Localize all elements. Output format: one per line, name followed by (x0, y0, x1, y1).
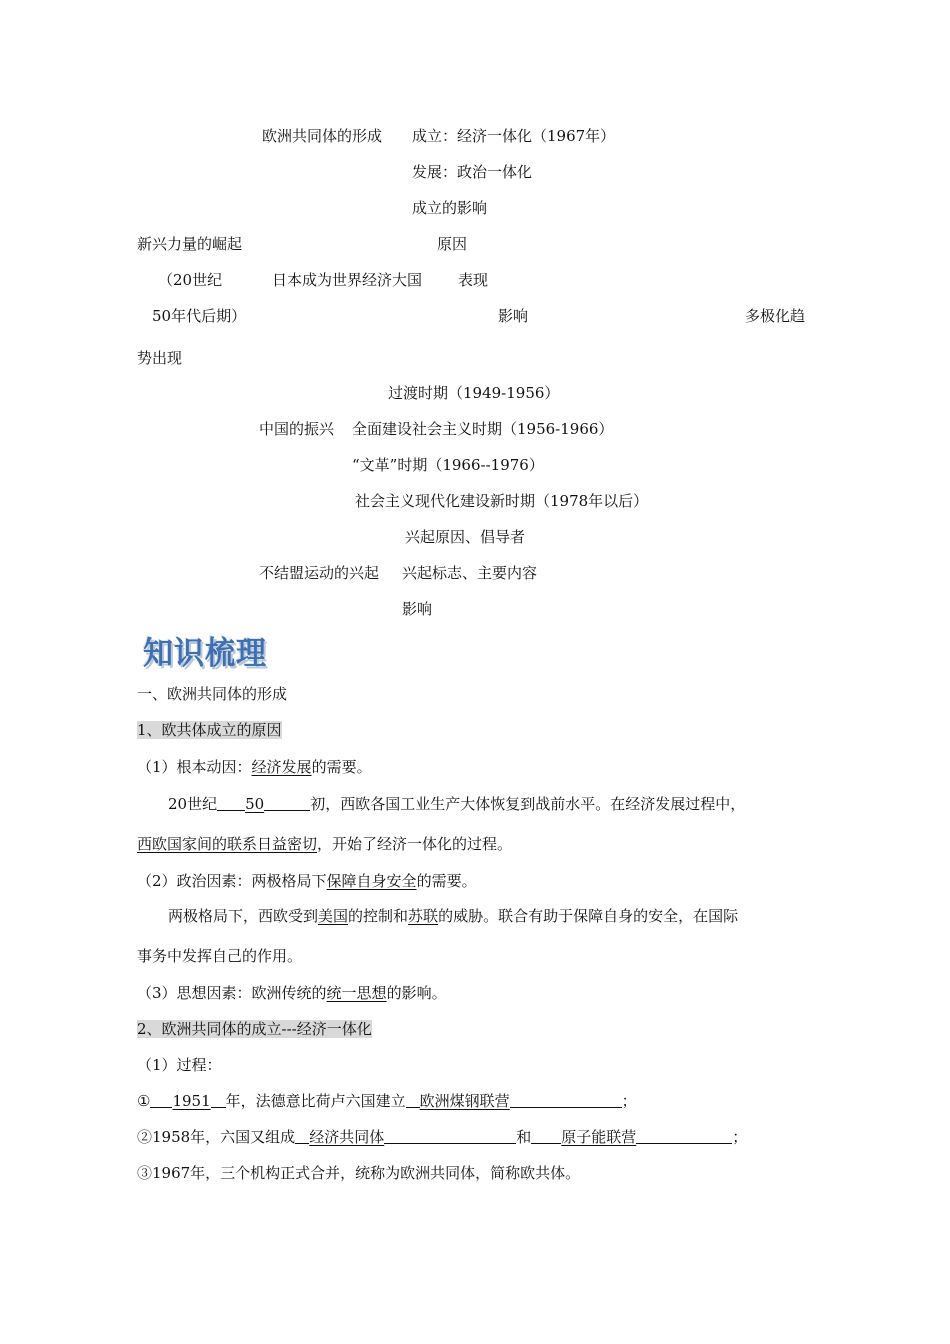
p7-pre: （3）思想因素：欧洲传统的 (137, 984, 327, 1002)
outline-ec-impact: 成立的影响 (412, 199, 488, 217)
outline-cn-period2: 全面建设社会主义时期（1956-1966） (352, 420, 614, 438)
paragraph-6: 事务中发挥自己的作用。 (137, 947, 303, 965)
p9-blank-answer: 1951 (172, 1092, 211, 1110)
p10-b: 和 (516, 1128, 532, 1146)
outline-rise-period1: （20世纪 (158, 271, 223, 289)
paragraph-1 (137, 757, 372, 777)
p5-underlined-2: 苏联 (408, 907, 439, 925)
p2-c: 初，西欧各国工业生产大体恢复到战前水平。在经济发展过程中， (310, 795, 746, 813)
p9-underlined: 欧洲煤钢联营 (419, 1092, 510, 1110)
section-heading: 一、欧洲共同体的形成 (137, 685, 288, 703)
p3-post: ，开始了经济一体化的过程。 (317, 835, 513, 853)
p5-b: 的控制和 (348, 907, 409, 925)
blank-line (510, 1091, 622, 1108)
outline-nam-title: 不结盟运动的兴起 (259, 564, 380, 582)
outline-ec-dev: 发展：政治一体化 (412, 163, 533, 181)
p3-underlined: 西欧国家间的联系日益密切 (137, 835, 318, 853)
outline-multipolar-1: 多极化趋 (745, 307, 806, 325)
p9-c: 年，法德意比荷卢六国建立 (225, 1092, 406, 1110)
outline-japan: 日本成为世界经济大国 (272, 271, 423, 289)
p4-pre: （2）政治因素：两极格局下 (137, 872, 327, 890)
paragraph-4 (137, 871, 477, 891)
p10-end: ； (732, 1128, 748, 1146)
blank-line (211, 1091, 226, 1108)
p4-post: 的需要。 (416, 872, 477, 890)
blank-line (295, 1127, 309, 1144)
outline-rise-period2: 50年代后期） (152, 307, 247, 325)
outline-japan-impact: 影响 (498, 307, 529, 325)
p2-blank-answer: 50 (245, 795, 265, 813)
p1-post: 的需要。 (311, 758, 372, 776)
blank-line (217, 794, 245, 811)
paragraph-9 (137, 1091, 637, 1111)
paragraph-7 (137, 983, 447, 1003)
outline-rise-title: 新兴力量的崛起 (137, 235, 243, 253)
p10-a: ②1958年，六国又组成 (137, 1128, 296, 1146)
p5-underlined-1: 美国 (318, 907, 349, 925)
p7-underlined: 统一思想 (326, 984, 387, 1002)
outline-japan-show: 表现 (458, 271, 489, 289)
outline-multipolar-2: 势出现 (137, 349, 183, 367)
blank-line (636, 1127, 732, 1144)
outline-cn-period3: “文革”时期（1966--1976） (352, 456, 544, 474)
paragraph-5 (168, 906, 738, 926)
knowledge-review-logo: 知识梳理 (143, 635, 267, 673)
p1-underlined: 经济发展 (251, 758, 312, 776)
outline-ec-found: 成立：经济一体化（1967年） (412, 127, 616, 145)
outline-nam-sign: 兴起标志、主要内容 (402, 564, 538, 582)
paragraph-10 (137, 1127, 747, 1147)
p4-underlined: 保障自身安全 (326, 872, 417, 890)
subheading-1 (137, 720, 282, 740)
paragraph-2 (168, 794, 745, 814)
outline-nam-impact: 影响 (402, 600, 433, 618)
blank-line (384, 1127, 516, 1144)
p2-a: 20世纪 (168, 795, 218, 813)
paragraph-3 (137, 834, 512, 854)
p10-underlined-2: 原子能联营 (561, 1128, 637, 1146)
subheading-2-text: 2、欧洲共同体的成立---经济一体化 (137, 1020, 372, 1038)
outline-cn-period1: 过渡时期（1949-1956） (388, 384, 560, 402)
p1-pre: （1）根本动因： (137, 758, 252, 776)
p9-a: ① (137, 1092, 151, 1110)
blank-line (531, 1127, 561, 1144)
p5-a: 两极格局下，西欧受到 (168, 907, 319, 925)
p10-underlined-1: 经济共同体 (309, 1128, 385, 1146)
outline-nam-reason: 兴起原因、倡导者 (405, 528, 526, 546)
paragraph-11: ③1967年，三个机构正式合并，统称为欧洲共同体，简称欧共体。 (137, 1164, 581, 1182)
p5-c: 的威胁。联合有助于保障自身的安全，在国际 (438, 907, 739, 925)
outline-rise-reason: 原因 (437, 235, 468, 253)
paragraph-8: （1）过程： (137, 1056, 222, 1074)
p7-post: 的影响。 (386, 984, 447, 1002)
subheading-1-text: 1、欧共体成立的原因 (137, 721, 282, 739)
subheading-2 (137, 1019, 372, 1039)
p9-end: ； (621, 1092, 637, 1110)
blank-line (406, 1091, 420, 1108)
blank-line (150, 1091, 172, 1108)
outline-ec-title: 欧洲共同体的形成 (262, 127, 383, 145)
blank-line (264, 794, 310, 811)
outline-cn-title: 中国的振兴 (259, 420, 335, 438)
outline-cn-period4: 社会主义现代化建设新时期（1978年以后） (355, 492, 649, 510)
